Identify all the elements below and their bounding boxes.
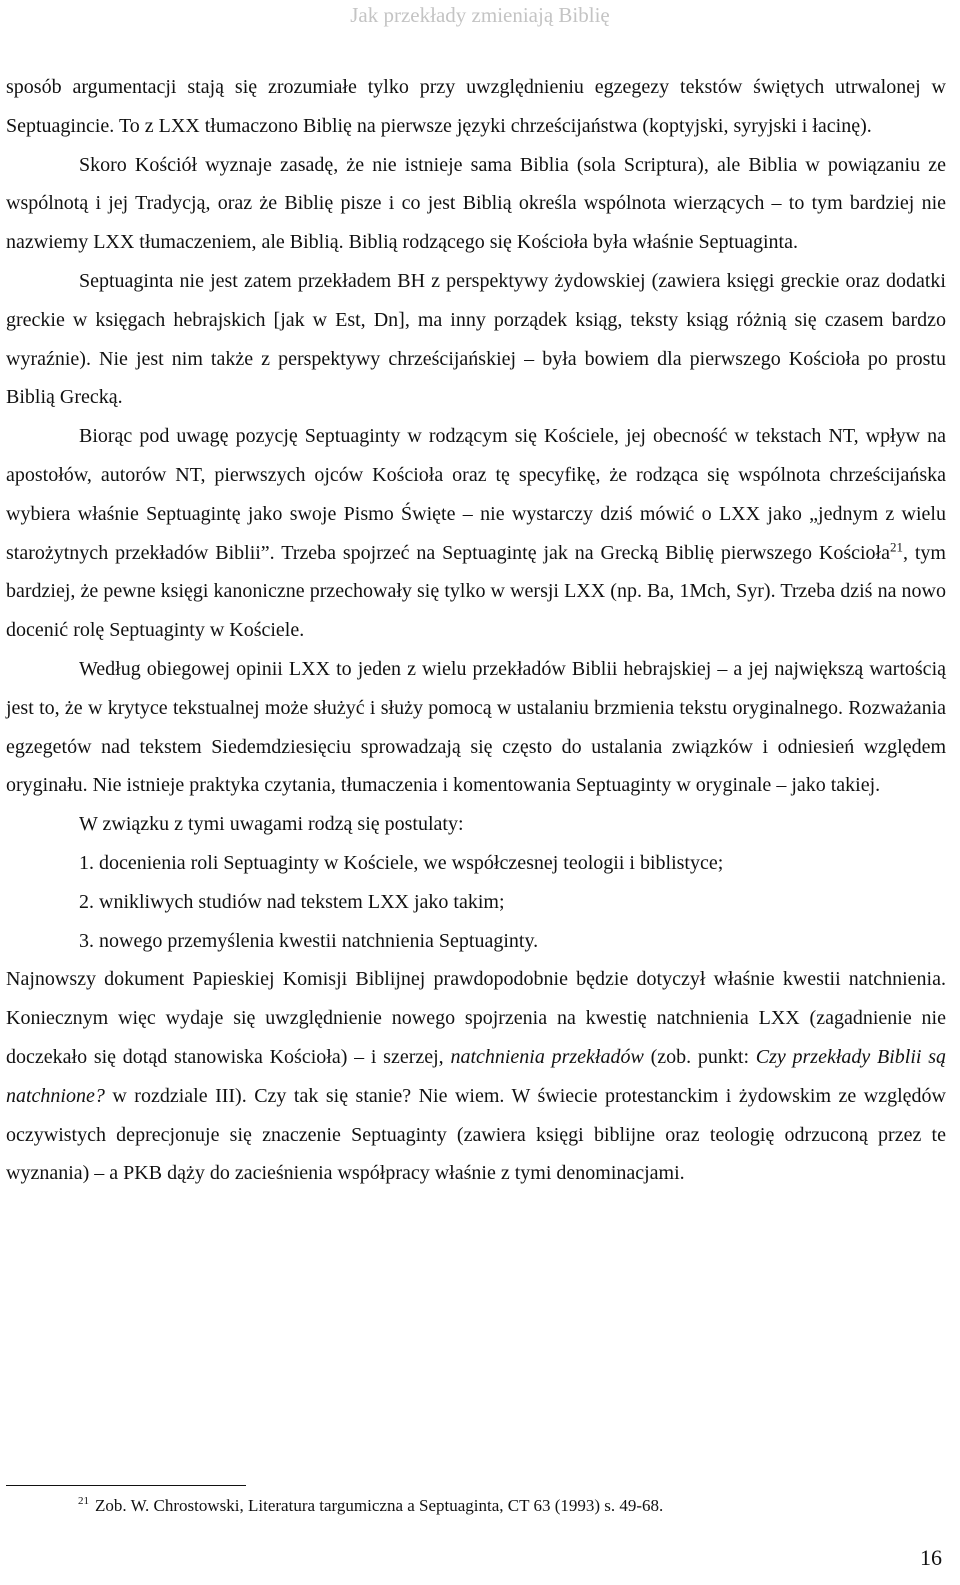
footnote-number: 21 — [78, 1495, 89, 1508]
paragraph-4-text-a: Biorąc pod uwagę pozycję Septuaginty w rodzącym się Kościele, jej obecność w tekstach NT, wpływ na apostołów, autorów NT, pierwszych ojców Kościoła oraz tę specyfikę, że rodząca się wspólnota chrześcijańska wybiera właśnie Septuagintę jako swoje Pismo Święte – nie wystarczy dziś mówić o LXX jako „jednym z wielu starożytnych przekładów Biblii”. Trzeba spojrzeć na Septuagintę jak na Grecką Biblię pierwszego Kościoła — [6, 425, 946, 564]
paragraph-7-text-a: Najnowszy dokument Papieskiej Komisji Biblijnej prawdopodobnie będzie dotyczył właśnie kwestii natchnienia. Koniecznym więc wydaje się uwzględnienie nowego spojrzenia na kwestię natchnienia LXX (zagadnienie nie doczekało się dotąd stanowiska Kościoła) – i szerzej, — [6, 968, 946, 1068]
paragraph-5: Według obiegowej opinii LXX to jeden z wielu przekładów Biblii hebrajskiej – a jej największą wartością jest to, że w krytyce tekstualnej może służyć i służy pomocą w ustalaniu brzmienia tekstu oryginalnego. Rozważania egzegetów nad tekstem Siedemdziesięciu sprowadzają się często do ustalania związków i odniesień względem oryginału. Nie istnieje praktyka czytania, tłumaczenia i komentowania Septuaginty w oryginale – jako takiej. — [6, 657, 946, 797]
footnote-reference: 21 — [889, 538, 903, 554]
footnote — [78, 1496, 663, 1516]
running-header: Jak przekłady zmieniają Biblię — [350, 3, 610, 27]
list-item: 3. nowego przemyślenia kwestii natchnienia Septuaginty. — [79, 929, 539, 952]
italic-phrase-2: Czy przekłady Biblii są natchnione? — [6, 1045, 947, 1107]
footnote-text: Zob. W. Chrostowski, Literatura targumiczna a Septuaginta, CT 63 (1993) s. 49-68. — [95, 1496, 664, 1515]
paragraph-2: Skoro Kościół wyznaje zasadę, że nie istnieje sama Biblia (sola Scriptura), ale Biblia w powiązaniu ze wspólnotą i jej Tradycją, oraz że Biblię pisze i co jest Biblią określa wspólnota wierzących – to tym bardziej nie nazwiemy LXX tłumaczeniem, ale Biblią. Biblią rodzącego się Kościoła była właśnie Septuaginta. — [6, 153, 946, 254]
footnote-separator — [6, 1485, 246, 1486]
paragraph-3: Septuaginta nie jest zatem przekładem BH z perspektywy żydowskiej (zawiera księgi greckie oraz dodatki greckie w księgach hebrajskich [jak w Est, Dn], ma inny porządek ksiąg, teksty ksiąg różnią się czasem bardzo wyraźnie). Nie jest nim także z perspektywy chrześcijańskiej – była bowiem dla pierwszego Kościoła po prostu Biblią Grecką. — [6, 269, 946, 409]
paragraph-4-text-b: , tym bardziej, że pewne księgi kanoniczne przechowały się tylko w wersji LXX (np. Ba, 1Mch, Syr). Trzeba dziś na nowo docenić rolę Septuaginty w Kościele. — [6, 541, 946, 642]
list-item: 2. wnikliwych studiów nad tekstem LXX jako takim; — [79, 890, 505, 913]
paragraph-1: sposób argumentacji stają się zrozumiałe tylko przy uwzględnieniu egzegezy tekstów świętych utrwalonej w Septuagincie. To z LXX tłumaczono Biblię na pierwsze języki chrześcijaństwa (koptyjski, syryjski i łacinę). — [6, 76, 946, 137]
paragraph-7 — [6, 960, 946, 1193]
paragraph-7-text-b: (zob. punkt: — [643, 1045, 756, 1068]
paragraph-7-text-c: w rozdziale III). Czy tak się stanie? Nie wiem. W świecie protestanckim i żydowskim ze względów oczywistych deprecjonuje się znaczenie Septuaginty (zawiera księgi biblijne oraz teologię odrzuconą przez te wyznania) – a PKB dąży do zacieśnienia współpracy właśnie z tymi denominacjami. — [6, 1084, 946, 1185]
list-item: 1. docenienia roli Septuaginty w Kościele, we współczesnej teologii i biblistyce; — [79, 851, 724, 874]
paragraph-6: W związku z tymi uwagami rodzą się postulaty: — [79, 813, 464, 836]
italic-phrase-1: natchnienia przekładów — [450, 1045, 644, 1068]
page-number: 16 — [920, 1545, 942, 1570]
paragraph-4 — [6, 417, 946, 650]
page-body — [6, 68, 946, 1193]
